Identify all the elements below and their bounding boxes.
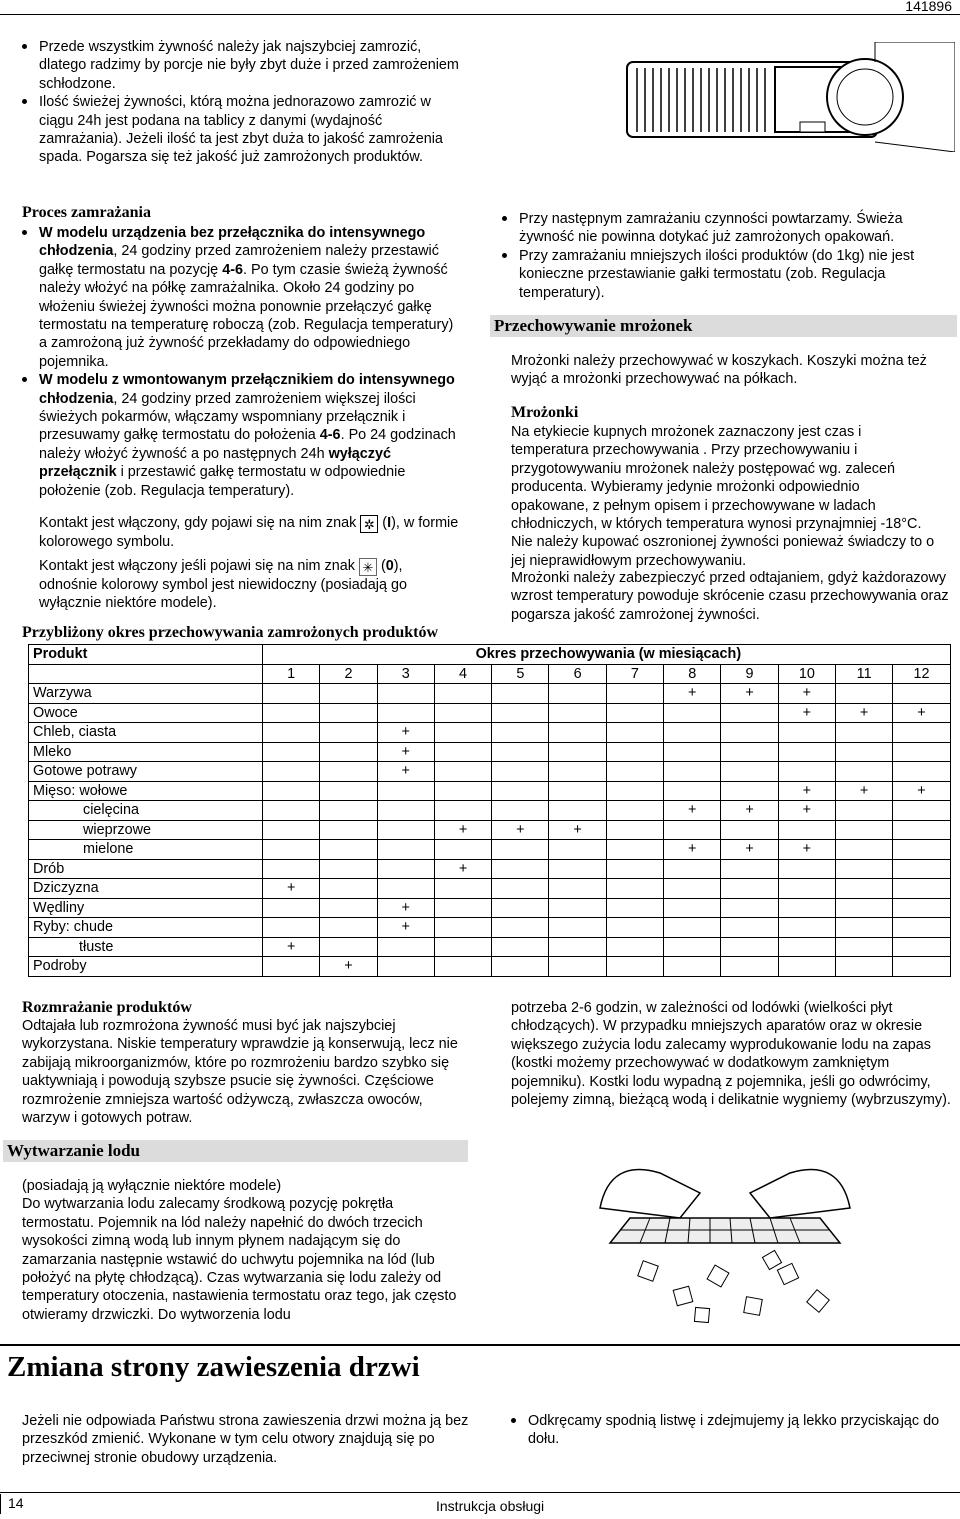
period-cell — [492, 918, 549, 938]
month-header-cell: 5 — [492, 664, 549, 684]
freeze-intro-list — [22, 38, 462, 167]
period-cell — [263, 801, 320, 821]
period-cell — [434, 723, 491, 743]
period-cell — [492, 859, 549, 879]
door-reversal-heading: Zmiana strony zawieszenia drzwi — [0, 1344, 960, 1390]
period-cell — [721, 781, 778, 801]
page-number: 14 — [8, 1495, 24, 1511]
period-cell — [835, 937, 892, 957]
list-item: W modelu z wmontowanym przełącznikiem do intensywnego chłodzenia, 24 godziny przed zamrożeniem większej ilości świeżych pokarmów, włączamy wspomniany przełącznik i przesuwamy gałkę termostatu do położenia 4-6. Po 24 godzinach należy włożyć żywność a po następnych 24h wyłączyć przełącznik i przestawić gałkę termostatu w odpowiednie położenie (zob. Regulacja temperatury). — [22, 371, 462, 500]
right-bullet-list — [502, 210, 954, 302]
period-cell — [606, 898, 663, 918]
period-cell — [778, 742, 835, 762]
period-cell — [664, 703, 721, 723]
period-cell — [549, 703, 606, 723]
period-cell — [893, 801, 950, 821]
period-cell — [434, 742, 491, 762]
period-cell — [606, 840, 663, 860]
period-cell — [835, 723, 892, 743]
period-cell — [434, 781, 491, 801]
period-cell — [549, 723, 606, 743]
period-cell — [377, 801, 434, 821]
period-cell — [549, 840, 606, 860]
period-cell — [549, 859, 606, 879]
period-cell — [320, 859, 377, 879]
period-cell — [664, 742, 721, 762]
period-cell — [377, 937, 434, 957]
wytwarzanie-text: (posiadają ją wyłącznie niektóre modele) Do wytwarzania lodu zalecamy środkową pozycję pokrętła termostatu. Pojemnik na lód należy napełnić do dwóch trzecich wysokości zimną wodą lub innym płynem nadającym się do zamarzania następnie wstawić do uchwytu pojemnika na lód (lub położyć na płytę chłodzącą). Czas wytwarzania się lodu zależy od temperatury otoczenia, nastawienia termostatu oraz tego, jak często otwieramy drzwiczki. Do wytworzenia lodu — [22, 1178, 457, 1323]
footer-title: Instrukcja obsługi — [436, 1498, 545, 1514]
snowflake-outline-icon: ✳ — [359, 558, 377, 576]
period-cell — [893, 937, 950, 957]
period-cell — [549, 937, 606, 957]
product-label: mielone — [29, 840, 263, 860]
table-row — [29, 801, 951, 821]
period-cell — [835, 879, 892, 899]
period-cell — [434, 918, 491, 938]
document-id: 141896 — [905, 0, 952, 14]
table-row — [29, 898, 951, 918]
period-cell — [835, 957, 892, 977]
period-cell — [434, 957, 491, 977]
product-label: Warzywa — [29, 684, 263, 704]
product-label: Wędliny — [29, 898, 263, 918]
product-label: Mięso: wołowe — [29, 781, 263, 801]
period-cell: + — [893, 703, 950, 723]
period-cell — [263, 898, 320, 918]
period-cell — [664, 937, 721, 957]
period-cell — [835, 684, 892, 704]
period-cell — [320, 937, 377, 957]
snowflake-symbol-icon: ✲ — [360, 515, 378, 533]
period-cell — [320, 703, 377, 723]
proces-list — [22, 224, 462, 510]
period-cell — [664, 723, 721, 743]
table-row — [29, 742, 951, 762]
period-cell — [778, 820, 835, 840]
period-cell — [377, 781, 434, 801]
product-label: Chleb, ciasta — [29, 723, 263, 743]
period-cell — [721, 957, 778, 977]
list-item: Przede wszystkim żywność należy jak najszybciej zamrozić, dlatego radzimy by porcje nie były zbyt duże i przed zamrożeniem schłodzone. — [22, 38, 462, 93]
period-cell — [606, 801, 663, 821]
period-cell: + — [778, 684, 835, 704]
period-cell — [377, 957, 434, 977]
period-cell — [721, 937, 778, 957]
period-cell: + — [778, 801, 835, 821]
period-cell — [377, 684, 434, 704]
list-item: Ilość świeżej żywności, którą można jednorazowo zamrozić w ciągu 24h jest podana na tablicy z danymi (wydajność zamrażania). Jeżeli ilość ta jest zbyt duża to jakość zamrożenia spada. Pogarsza się też jakość już zamrożonych produktów. — [22, 93, 462, 167]
table-row — [29, 840, 951, 860]
period-cell — [721, 820, 778, 840]
table-row — [29, 684, 951, 704]
list-item: Odkręcamy spodnią listwę i zdejmujemy ją lekko przyciskając do dołu. — [511, 1412, 956, 1449]
period-cell — [263, 957, 320, 977]
period-cell — [377, 879, 434, 899]
period-cell — [721, 918, 778, 938]
period-cell — [835, 742, 892, 762]
przechowywanie-text: Mrożonki należy przechowywać w koszykach. Koszyki można też wyjąć a mrożonki przechowywać na półkach. — [511, 353, 927, 388]
period-cell — [549, 957, 606, 977]
month-header-cell: 2 — [320, 664, 377, 684]
period-cell — [606, 879, 663, 899]
period-cell — [606, 684, 663, 704]
period-cell — [606, 762, 663, 782]
period-cell — [606, 937, 663, 957]
period-cell — [778, 898, 835, 918]
period-cell — [835, 840, 892, 860]
period-cell — [434, 703, 491, 723]
period-cell — [492, 957, 549, 977]
period-cell — [549, 742, 606, 762]
period-cell — [893, 879, 950, 899]
ice-continuation-text: potrzeba 2-6 godzin, w zależności od lodówki (wielkości płyt chłodzących). W przypadku mniejszych aparatów oraz w okresie większego zużycia lodu zalecamy wyprodukowanie lodu na zapas (kostki możemy przechowywać w dodatkowym zamkniętym pojemniku). Kostki lodu wypadną z pojemnika, jeśli go odwrócimy, polejemy zimną, bieżącą wodą i delikatnie wygniemy (wybrzuszymy). — [511, 1000, 951, 1109]
period-cell — [778, 762, 835, 782]
period-cell — [434, 801, 491, 821]
product-label: Ryby: chude — [29, 918, 263, 938]
month-header-cell: 9 — [721, 664, 778, 684]
month-header-cell: 8 — [664, 664, 721, 684]
period-cell — [320, 801, 377, 821]
period-cell — [835, 898, 892, 918]
period-cell — [664, 859, 721, 879]
top-rule — [0, 14, 960, 15]
table-row — [29, 703, 951, 723]
period-cell: + — [492, 820, 549, 840]
period-cell — [263, 703, 320, 723]
period-cell — [492, 801, 549, 821]
month-header-cell: 3 — [377, 664, 434, 684]
product-label: cielęcina — [29, 801, 263, 821]
period-cell — [263, 684, 320, 704]
period-cell — [893, 820, 950, 840]
period-cell: + — [377, 742, 434, 762]
period-cell — [606, 859, 663, 879]
period-cell — [434, 762, 491, 782]
door-reversal-text: Jeżeli nie odpowiada Państwu strona zawieszenia drzwi można ją bez przeszkód zmienić. Wykonane w tym celu otwory znajdują się po przeciwnej stronie obudowy urządzenia. — [22, 1413, 469, 1466]
period-cell — [606, 703, 663, 723]
product-label: Podroby — [29, 957, 263, 977]
table-row — [29, 957, 951, 977]
period-cell — [377, 820, 434, 840]
period-cell — [664, 762, 721, 782]
column-header-period: Okres przechowywania (w miesiącach) — [263, 645, 951, 665]
period-cell — [778, 937, 835, 957]
period-cell: + — [721, 840, 778, 860]
period-cell — [492, 742, 549, 762]
mrozonki-text-2: Mrożonki należy zabezpieczyć przed odtajaniem, gdyż każdorazowy wzrost temperatury powoduje skrócenie czasu przechowywania oraz pogarsza jakość zamrożonej żywności. — [511, 570, 949, 623]
table-row — [29, 820, 951, 840]
product-label: Mleko — [29, 742, 263, 762]
period-cell — [320, 879, 377, 899]
period-cell — [721, 703, 778, 723]
wytwarzanie-heading: Wytwarzanie lodu — [3, 1140, 468, 1162]
period-cell — [263, 820, 320, 840]
empty-cell — [29, 664, 263, 684]
rozmrazanie-heading: Rozmrażanie produktów — [22, 999, 192, 1016]
period-cell — [263, 762, 320, 782]
period-cell — [721, 762, 778, 782]
list-item: Przy następnym zamrażaniu czynności powtarzamy. Świeża żywność nie powinna dotykać już zamrożonych opakowań. — [502, 210, 954, 247]
column-header-product: Produkt — [29, 645, 263, 665]
period-cell — [606, 918, 663, 938]
period-cell — [377, 703, 434, 723]
period-cell — [721, 723, 778, 743]
period-cell — [492, 781, 549, 801]
period-cell: + — [778, 703, 835, 723]
period-cell — [893, 859, 950, 879]
period-cell — [664, 898, 721, 918]
period-cell — [778, 859, 835, 879]
period-cell — [664, 957, 721, 977]
period-cell — [320, 723, 377, 743]
period-cell — [606, 781, 663, 801]
product-label: wieprzowe — [29, 820, 263, 840]
period-cell — [492, 762, 549, 782]
period-cell: + — [778, 840, 835, 860]
period-cell — [664, 820, 721, 840]
period-cell — [492, 840, 549, 860]
period-cell — [664, 879, 721, 899]
period-cell — [263, 742, 320, 762]
period-cell — [835, 820, 892, 840]
period-cell: + — [664, 840, 721, 860]
period-cell — [320, 840, 377, 860]
period-cell: + — [434, 820, 491, 840]
period-cell — [549, 918, 606, 938]
period-cell: + — [377, 898, 434, 918]
period-cell — [377, 840, 434, 860]
mrozonki-heading: Mrożonki — [511, 404, 579, 421]
rozmrazanie-text: Odtajała lub rozmrożona żywność musi być jak najszybciej wykorzystana. Niskie temperatury wprawdzie ją konserwują, lecz nie zabijają mikroorganizmów, które po rozmrożeniu bardzo szybko się uaktywniają i powodują szybsze psucie się żywności. Częściowe rozmrożenie zmniejsza wartość odżywczą, zwłaszcza owoców, warzyw i gotowych potraw. — [22, 1018, 458, 1127]
table-row — [29, 762, 951, 782]
period-cell — [721, 742, 778, 762]
period-cell — [263, 781, 320, 801]
product-label: Owoce — [29, 703, 263, 723]
period-cell — [320, 898, 377, 918]
product-label: Dziczyzna — [29, 879, 263, 899]
period-cell — [549, 898, 606, 918]
period-cell: + — [893, 781, 950, 801]
period-cell — [263, 723, 320, 743]
product-label: Gotowe potrawy — [29, 762, 263, 782]
period-cell — [549, 762, 606, 782]
kontakt-on-text: Kontakt jest włączony, gdy pojawi się na nim znak ✲ (I), w formie kolorowego symbolu. — [39, 515, 459, 550]
period-cell — [606, 957, 663, 977]
kontakt-off-text: Kontakt jest włączony jeśli pojawi się na nim znak ✳ (0), odnośnie kolorowy symbol jest niewidoczny (posiadają go wyłącznie niektóre modele). — [39, 558, 407, 612]
table-header-row — [29, 645, 951, 665]
period-cell — [492, 684, 549, 704]
period-cell — [434, 879, 491, 899]
period-cell — [721, 859, 778, 879]
period-cell: + — [664, 801, 721, 821]
period-cell — [263, 918, 320, 938]
table-title: Przybliżony okres przechowywania zamrożonych produktów — [22, 624, 438, 641]
period-cell — [492, 723, 549, 743]
period-cell — [320, 918, 377, 938]
period-cell — [606, 820, 663, 840]
table-row — [29, 879, 951, 899]
period-cell: + — [377, 918, 434, 938]
period-cell — [778, 723, 835, 743]
period-cell — [778, 918, 835, 938]
period-cell — [263, 859, 320, 879]
przechowywanie-heading: Przechowywanie mrożonek — [490, 315, 957, 337]
period-cell — [893, 684, 950, 704]
period-cell — [893, 957, 950, 977]
footer-left-rule — [0, 1494, 1, 1514]
table-row — [29, 937, 951, 957]
proces-heading: Proces zamrażania — [22, 204, 151, 221]
period-cell: + — [377, 723, 434, 743]
month-header-cell: 11 — [835, 664, 892, 684]
product-label: tłuste — [29, 937, 263, 957]
period-cell — [778, 957, 835, 977]
table-row — [29, 781, 951, 801]
period-cell — [893, 762, 950, 782]
period-cell — [893, 898, 950, 918]
period-cell — [320, 762, 377, 782]
period-cell — [492, 937, 549, 957]
period-cell: + — [377, 762, 434, 782]
mrozonki-text: Na etykiecie kupnych mrożonek zaznaczony jest czas i temperatura przechowywania . Przy przechowywaniu i przygotowywaniu mrożonek należy postępować wg. zaleceń producenta. Wybieramy jedynie mrożonki odpowiednio opakowane, z pełnym opisem i przechowywane w ladach chłodniczych, w których temperatura wynosi przynajmniej -18°C. Nie należy kupować oszronionej żywności ponieważ świadczy to o jej nieprawidłowym przechowywaniu. — [511, 424, 935, 569]
month-header-cell: 7 — [606, 664, 663, 684]
period-cell — [549, 684, 606, 704]
months-row — [29, 664, 951, 684]
period-cell — [893, 840, 950, 860]
period-cell: + — [835, 781, 892, 801]
period-cell: + — [263, 879, 320, 899]
period-cell — [549, 801, 606, 821]
period-cell — [434, 684, 491, 704]
period-cell: + — [664, 684, 721, 704]
period-cell — [664, 918, 721, 938]
list-item: Przy zamrażaniu mniejszych ilości produktów (do 1kg) nie jest konieczne przestawianie gałki termostatu (zob. Regulacja temperatury). — [502, 247, 954, 302]
period-cell: + — [778, 781, 835, 801]
period-cell — [835, 859, 892, 879]
period-cell — [893, 918, 950, 938]
table-row — [29, 859, 951, 879]
storage-period-table — [28, 644, 951, 977]
period-cell — [492, 703, 549, 723]
period-cell — [549, 781, 606, 801]
period-cell — [549, 879, 606, 899]
product-label: Drób — [29, 859, 263, 879]
door-reversal-list — [511, 1412, 956, 1449]
table-body — [29, 684, 951, 977]
period-cell — [263, 840, 320, 860]
period-cell: + — [263, 937, 320, 957]
month-header-cell: 10 — [778, 664, 835, 684]
period-cell — [721, 879, 778, 899]
period-cell — [606, 742, 663, 762]
period-cell — [320, 781, 377, 801]
period-cell — [778, 879, 835, 899]
period-cell — [893, 723, 950, 743]
period-cell — [320, 820, 377, 840]
period-cell: + — [434, 859, 491, 879]
period-cell: + — [721, 801, 778, 821]
period-cell — [377, 859, 434, 879]
period-cell: + — [721, 684, 778, 704]
period-cell — [664, 781, 721, 801]
period-cell — [893, 742, 950, 762]
period-cell — [320, 742, 377, 762]
period-cell — [434, 898, 491, 918]
period-cell: + — [320, 957, 377, 977]
period-cell — [835, 918, 892, 938]
month-header-cell: 12 — [893, 664, 950, 684]
month-header-cell: 6 — [549, 664, 606, 684]
footer-rule — [0, 1492, 960, 1493]
month-header-cell: 1 — [263, 664, 320, 684]
ice-tray-illustration — [570, 1148, 880, 1333]
period-cell — [835, 762, 892, 782]
thermostat-knob-illustration — [625, 42, 955, 152]
period-cell — [835, 801, 892, 821]
period-cell — [434, 840, 491, 860]
period-cell — [721, 898, 778, 918]
period-cell — [320, 684, 377, 704]
period-cell — [606, 723, 663, 743]
list-item: W modelu urządzenia bez przełącznika do intensywnego chłodzenia, 24 godziny przed zamrożeniem należy przestawić gałkę termostatu na pozycję 4-6. Po tym czasie świeżą żywność należy włożyć na półkę zamrażalnika. Około 24 godziny po włożeniu świeżej żywności można ponownie przełączyć gałkę termostatu na temperaturę roboczą (zob. Regulacja temperatury) a zamrożoną już żywność przekładamy do odpowiedniego pojemnika. — [22, 224, 462, 371]
table-row — [29, 723, 951, 743]
period-cell: + — [549, 820, 606, 840]
period-cell — [492, 898, 549, 918]
period-cell — [492, 879, 549, 899]
table-row — [29, 918, 951, 938]
month-header-cell: 4 — [434, 664, 491, 684]
period-cell: + — [835, 703, 892, 723]
period-cell — [434, 937, 491, 957]
